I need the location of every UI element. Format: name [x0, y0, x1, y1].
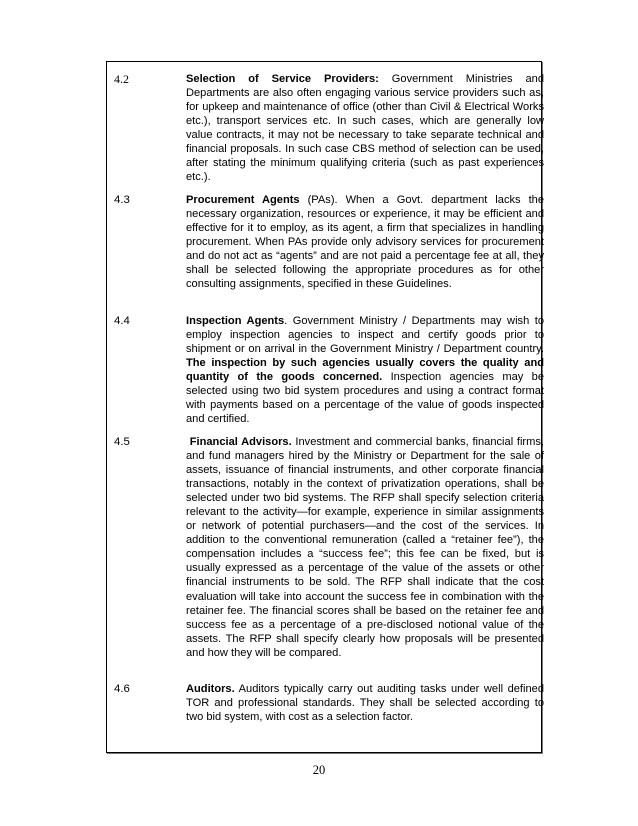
section-paragraph: [186, 435, 544, 660]
section-title: Procurement Agents: [186, 194, 300, 206]
section-body: Auditors typically carry out auditing tasks under well defined TOR and professional standards. They shall be selected according to two bid system, with cost as a selection factor.: [186, 683, 544, 724]
section-paragraph: [186, 314, 544, 426]
section-title: Selection of Service Providers:: [186, 73, 379, 85]
section-body: . Government Ministry / Departments may wish to employ inspection agencies to inspect and certify goods prior to shipment or on arrival in the Government Ministry / Department country.: [186, 315, 545, 356]
section-number: 4.2: [114, 72, 129, 86]
section-body: Government Ministries and Departments are also often engaging various service providers such as, for upkeep and maintenance of office (other than Civil & Electrical Works etc.), transport services etc. In such cases, which are generally low value contracts, it may not be necessary to take separate technical and financial proposals. In such case CBS method of selection can be used, after stating the minimum qualifying criteria (such as past experiences etc.).: [186, 73, 544, 184]
page-number: 20: [312, 763, 326, 777]
section-number: 4.4: [114, 315, 130, 327]
section-number: 4.6: [114, 683, 130, 695]
section-paragraph: [186, 682, 544, 724]
section-paragraph: [186, 193, 544, 291]
section-title: Inspection Agents: [186, 315, 285, 327]
section-number: 4.3: [114, 194, 130, 206]
section-title: Financial Advisors.: [189, 436, 292, 448]
section-number: 4.5: [114, 436, 130, 448]
section-paragraph: [186, 72, 544, 184]
section-bold-text: The inspection by such agencies usually covers the quality and quantity of the goods concerned.: [186, 357, 544, 384]
section-body: (PAs). When a Govt. department lacks the necessary organization, resources or experience, it may be efficient and effective for it to employ, as its agent, a firm that specializes in handling procurement. When PAs provide only advisory services for procurement and do not act as “agents” and are not paid a percentage fee at all, they shall be selected following the appropriate procedures as for other consulting assignments, specified in these Guidelines.: [186, 194, 544, 291]
section-body: Investment and commercial banks, financial firms, and fund managers hired by the Ministry or Department for the sale of assets, issuance of financial instruments, and other corporate financial transactions, notably in the context of privatization operations, shall be selected under two bid systems. The RFP shall specify selection criteria relevant to the activity—for example, experience in similar assignments or network of potential purchasers—and the cost of the services. In addition to the conventional remuneration (called a “retainer fee”), the compensation includes a “success fee”; this fee can be fixed, but is usually expressed as a percentage of the value of the assets or other financial instruments to be sold. The RFP shall indicate that the cost evaluation will take into account the success fee in combination with the retainer fee. The financial scores shall be based on the retainer fee and success fee as a percentage of a pre-disclosed notional value of the assets. The RFP shall specify clearly how proposals will be presented and how they will be compared.: [186, 436, 544, 659]
section-title: Auditors.: [186, 683, 235, 695]
section-body: Inspection agencies may be selected using two bid system procedures and using a contract format with payments based on a percentage of the value of goods inspected and certified.: [186, 371, 544, 426]
